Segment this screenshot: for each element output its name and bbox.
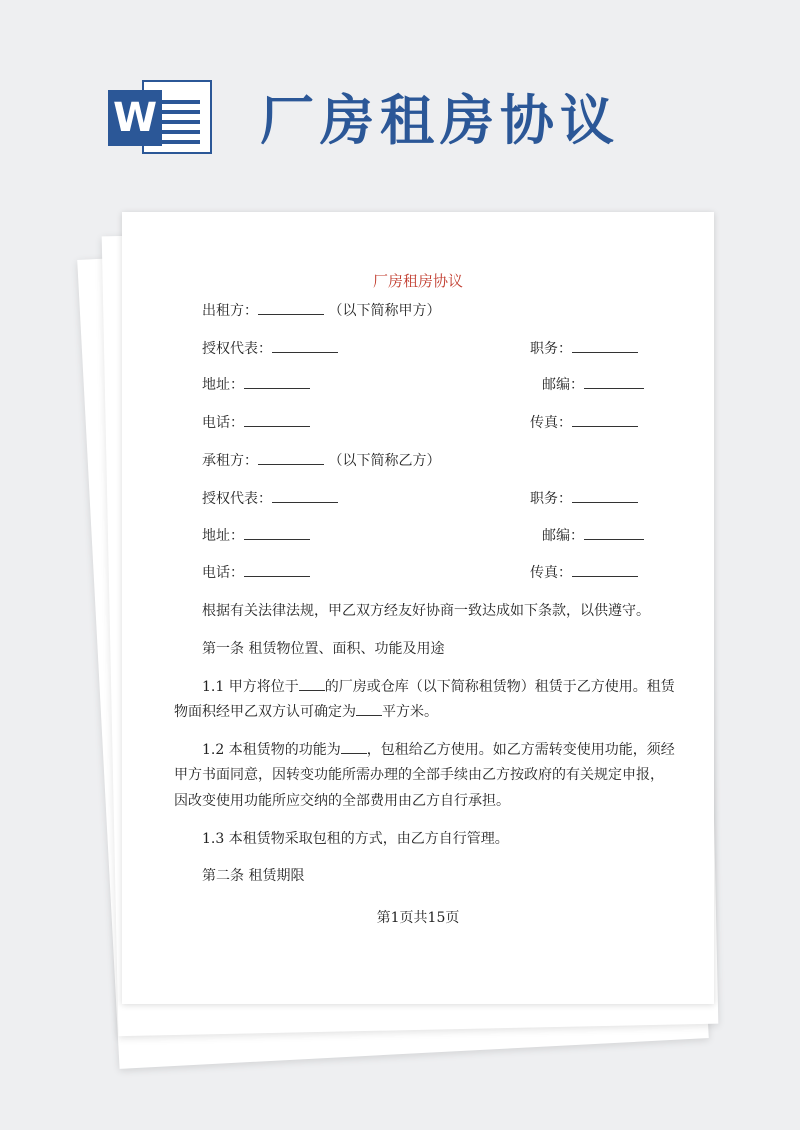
blank-field xyxy=(584,525,644,540)
clause-text: 平方米。 xyxy=(382,704,438,720)
clause-text: 1.1 甲方将位于 xyxy=(202,679,299,695)
page-title: 厂房租房协议 xyxy=(260,89,620,152)
blank-field xyxy=(272,338,338,353)
article-2-heading: 第二条 租赁期限 xyxy=(202,868,305,884)
blank-field xyxy=(356,701,382,716)
lessor-address-line xyxy=(202,374,310,394)
blank-field xyxy=(572,412,638,427)
lessor-phone-line xyxy=(202,412,310,432)
lessee-phone-line xyxy=(202,562,310,582)
blank-field xyxy=(244,412,310,427)
lessee-note: （以下简称乙方） xyxy=(328,453,441,469)
postcode-label: 邮编： xyxy=(542,377,584,393)
lessor-postcode-line xyxy=(542,374,644,394)
lessor-label: 出租方： xyxy=(202,303,258,319)
lessee-position-line xyxy=(530,488,638,508)
document-title: 厂房租房协议 xyxy=(372,272,463,290)
phone-label: 电话： xyxy=(202,565,244,581)
lessee-line xyxy=(202,450,440,470)
clause-text: 1.2 本租赁物的功能为 xyxy=(202,742,341,758)
lessee-rep-line xyxy=(202,488,338,508)
lessor-rep-line xyxy=(202,338,338,358)
lessor-position-line xyxy=(530,338,638,358)
clause-text: 物面积经甲乙双方认可确定为 xyxy=(174,704,356,720)
blank-field xyxy=(341,739,367,754)
blank-field xyxy=(244,562,310,577)
address-label: 地址： xyxy=(202,377,244,393)
rep-label: 授权代表： xyxy=(202,491,272,507)
fax-label: 传真： xyxy=(530,415,572,431)
clause-text: 的厂房或仓库（以下简称租赁物）租赁于乙方使用。租赁 xyxy=(324,679,675,695)
lessor-fax-line xyxy=(530,412,638,432)
blank-field xyxy=(258,450,324,465)
postcode-label: 邮编： xyxy=(542,528,584,544)
address-label: 地址： xyxy=(202,528,244,544)
clause-1-1-line xyxy=(174,701,438,721)
clause-1-2-line: 甲方书面同意，因转变功能所需办理的全部手续由乙方按政府的有关规定申报， xyxy=(174,767,664,783)
blank-field xyxy=(299,676,325,691)
word-logo-letter: W xyxy=(108,90,162,146)
position-label: 职务： xyxy=(530,491,572,507)
lessee-fax-line xyxy=(530,562,638,582)
article-1-heading: 第一条 租赁物位置、面积、功能及用途 xyxy=(202,641,445,657)
clause-1-2-line: 因改变使用功能所应交纳的全部费用由乙方自行承担。 xyxy=(174,793,510,809)
blank-field xyxy=(572,338,638,353)
blank-field xyxy=(584,374,644,389)
blank-field xyxy=(244,374,310,389)
blank-field xyxy=(272,488,338,503)
clause-1-2-line xyxy=(202,739,675,759)
blank-field xyxy=(572,562,638,577)
clause-text: ，包租给乙方使用。如乙方需转变使用功能，须经 xyxy=(366,742,675,758)
blank-field xyxy=(572,488,638,503)
lessee-label: 承租方： xyxy=(202,453,258,469)
lessee-postcode-line xyxy=(542,525,644,545)
lessee-address-line xyxy=(202,525,310,545)
phone-label: 电话： xyxy=(202,415,244,431)
clause-1-1-line xyxy=(202,676,675,696)
document-page xyxy=(122,212,714,1004)
lessor-note: （以下简称甲方） xyxy=(328,303,441,319)
lessor-line xyxy=(202,300,440,320)
clause-1-3-line: 1.3 本租赁物采取包租的方式，由乙方自行管理。 xyxy=(202,831,509,847)
blank-field xyxy=(258,300,324,315)
word-document-icon xyxy=(108,78,214,156)
intro-paragraph: 根据有关法律法规，甲乙双方经友好协商一致达成如下条款，以供遵守。 xyxy=(202,603,650,619)
fax-label: 传真： xyxy=(530,565,572,581)
page-number-footer: 第1页共15页 xyxy=(376,910,460,926)
rep-label: 授权代表： xyxy=(202,341,272,357)
blank-field xyxy=(244,525,310,540)
position-label: 职务： xyxy=(530,341,572,357)
